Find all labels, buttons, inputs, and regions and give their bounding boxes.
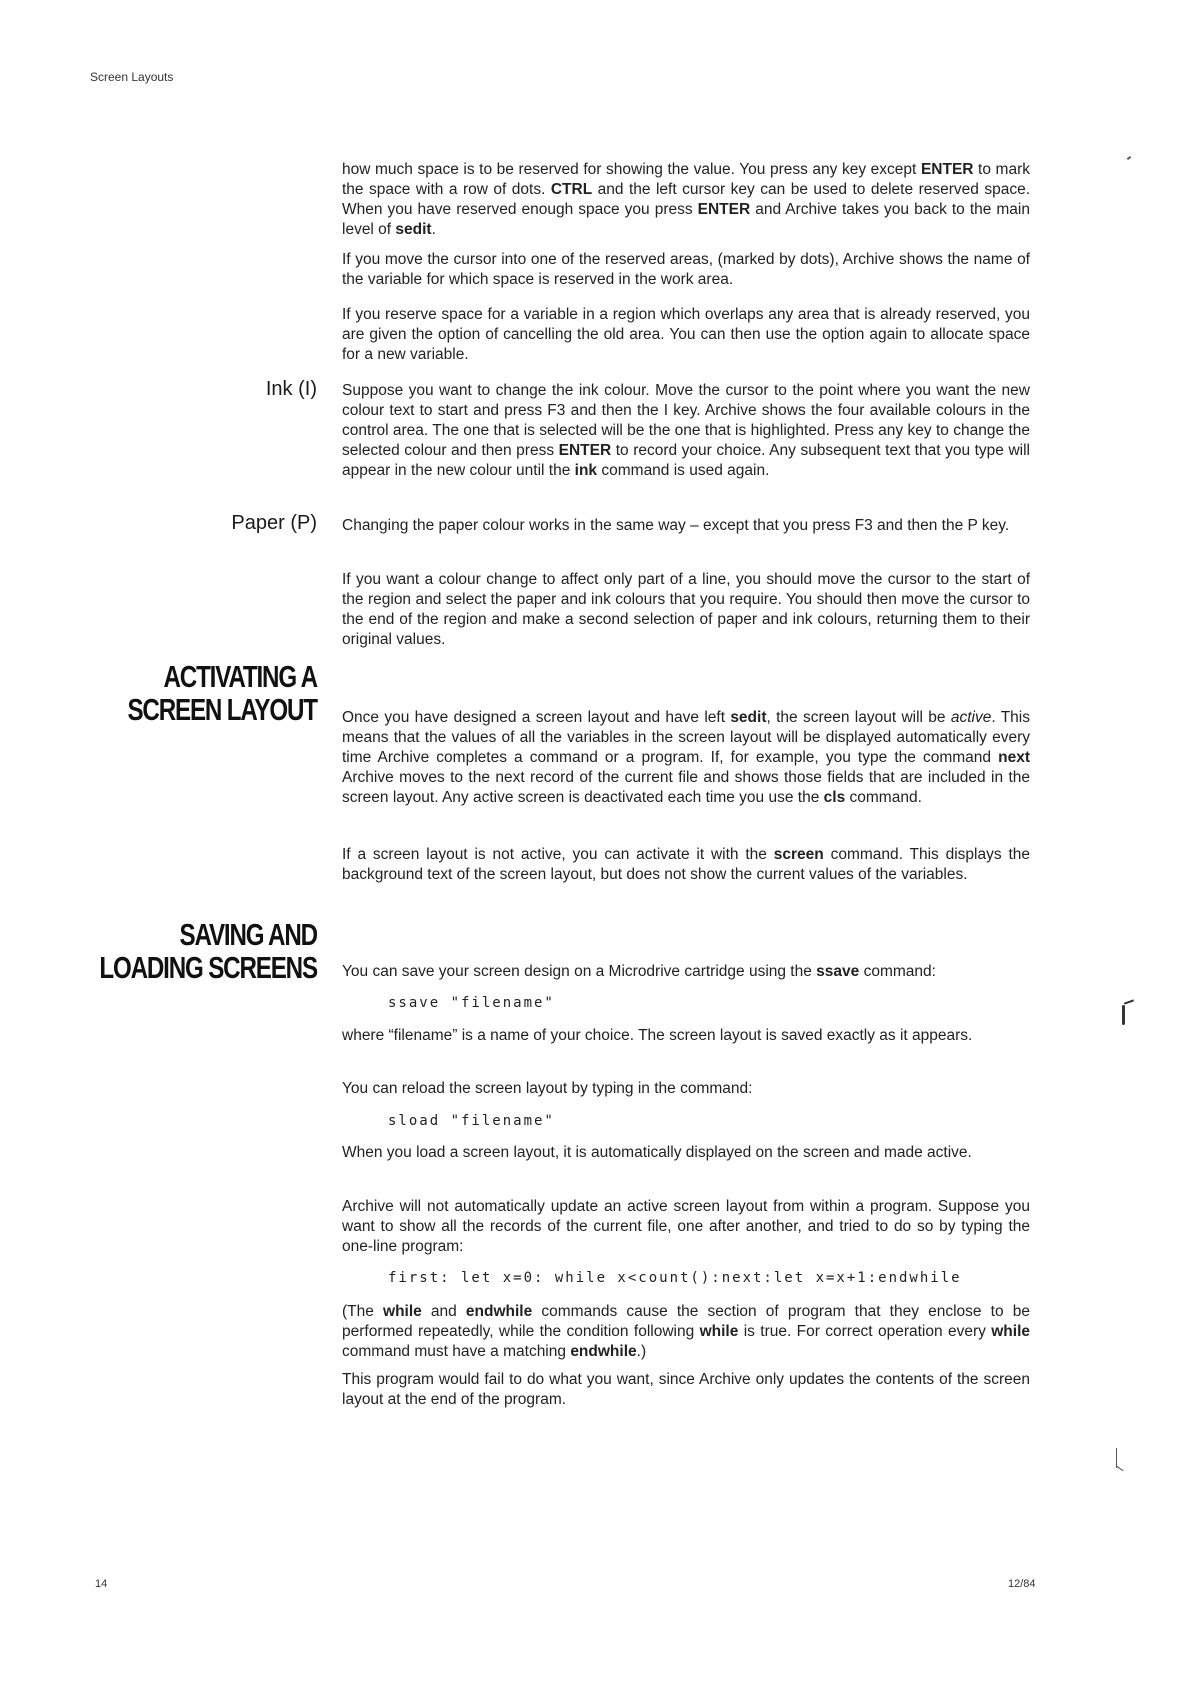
heading-saving [99, 918, 317, 984]
side-label-paper: Paper (P) [231, 512, 317, 534]
keyword: sedit [730, 709, 767, 726]
heading-line: ACTIVATING A [163, 659, 317, 694]
keyword: ENTER [558, 442, 612, 459]
heading-activating [128, 660, 317, 726]
paragraph: This program would fail to do what you want, since Archive only updates the contents of the screen layout at the end of the program. [342, 1371, 1030, 1408]
paragraph: how much space is to be reserved for showing the value. You press any key except ENTER to mark the space with a row of dots. CTRL and the left cursor key can be used to delete reserved space. When you have reserved enough space you press ENTER and Archive takes you back to the main level of sedit. [342, 161, 1031, 238]
keyword: sedit [395, 221, 432, 238]
running-header: Screen Layouts [90, 70, 174, 84]
keyword: while [383, 1303, 422, 1320]
heading-line: SCREEN LAYOUT [127, 692, 317, 727]
heading-line: LOADING SCREENS [99, 950, 317, 985]
code-ssave: ssave "filename" [388, 995, 555, 1011]
emphasis: active [950, 709, 992, 726]
keyword: while [991, 1323, 1030, 1340]
paragraph: Changing the paper colour works in the same way – except that you press F3 and then the P key. [342, 517, 1010, 534]
paragraph: Suppose you want to change the ink colour. Move the cursor to the point where you want the new colour text to start and press F3 and then the I key. Archive shows the four available colours in the control area. The one that is selected will be the one that is highlighted. Press any key to change the selected colour and then press ENTER to record your choice. Any subsequent text that you type will appear in the new colour until the ink command is used again. [342, 382, 1030, 479]
code-sload: sload "filename" [388, 1113, 555, 1129]
keyword: while [699, 1323, 739, 1340]
paragraph: Once you have designed a screen layout and have left sedit, the screen layout will be active. This means that the values of all the variables in the screen layout will be displayed automatically every time Archive completes a command or a program. If, for example, you type the command next Archive moves to the next record of the current file and shows those fields that are included in the screen layout. Any active screen is deactivated each time you use the cls command. [342, 709, 1030, 806]
footer-date: 12/84 [1008, 1578, 1036, 1590]
scan-speck [1127, 156, 1131, 160]
page-number: 14 [95, 1578, 108, 1590]
keyword: cls [823, 789, 846, 806]
keyword: endwhile [570, 1343, 637, 1360]
paragraph: You can reload the screen layout by typing in the command: [342, 1080, 753, 1097]
paragraph: (The while and endwhile commands cause the section of program that they enclose to be performed repeatedly, while the condition following while is true. For correct operation every while command must have a matching endwhile.) [342, 1303, 1030, 1360]
paragraph: When you load a screen layout, it is automatically displayed on the screen and made active. [342, 1144, 972, 1161]
paragraph: If you move the cursor into one of the reserved areas, (marked by dots), Archive shows the name of the variable for which space is reserved in the work area. [342, 251, 1030, 288]
keyword: ink [574, 462, 598, 479]
keyword: ENTER [697, 201, 751, 218]
paragraph: where “filename” is a name of your choice. The screen layout is saved exactly as it appears. [342, 1027, 973, 1044]
keyword: ENTER [920, 161, 974, 178]
keyword: ssave [816, 963, 860, 980]
paragraph: If you want a colour change to affect only part of a line, you should move the cursor to the start of the region and select the paper and ink colours that you require. You should then move the cursor to the end of the region and make a second selection of paper and ink colours, returning them to their original values. [342, 571, 1030, 648]
keyword: next [998, 749, 1030, 766]
paragraph: You can save your screen design on a Microdrive cartridge using the ssave command: [342, 963, 936, 980]
paragraph: If you reserve space for a variable in a region which overlaps any area that is already reserved, you are given the option of cancelling the old area. You can then use the option again to allocate space for a new variable. [342, 306, 1030, 363]
side-label-ink: Ink (I) [265, 378, 317, 400]
paragraph: If a screen layout is not active, you can activate it with the screen command. This displays the background text of the screen layout, but does not show the current values of the variables. [342, 846, 1030, 883]
code-loop: first: let x=0: while x<count():next:let x=x+1:endwhile [388, 1270, 962, 1286]
scan-speck [1122, 1005, 1125, 1025]
scan-speck [1116, 1466, 1123, 1471]
keyword: CTRL [550, 181, 593, 198]
paragraph: Archive will not automatically update an active screen layout from within a program. Suppose you want to show all the records of the current file, one after another, and tried to do so by typing the one-line program: [342, 1198, 1030, 1255]
scan-speck [1124, 999, 1134, 1004]
keyword: screen [773, 846, 824, 863]
keyword: endwhile [465, 1303, 533, 1320]
heading-line: SAVING AND [179, 917, 317, 952]
